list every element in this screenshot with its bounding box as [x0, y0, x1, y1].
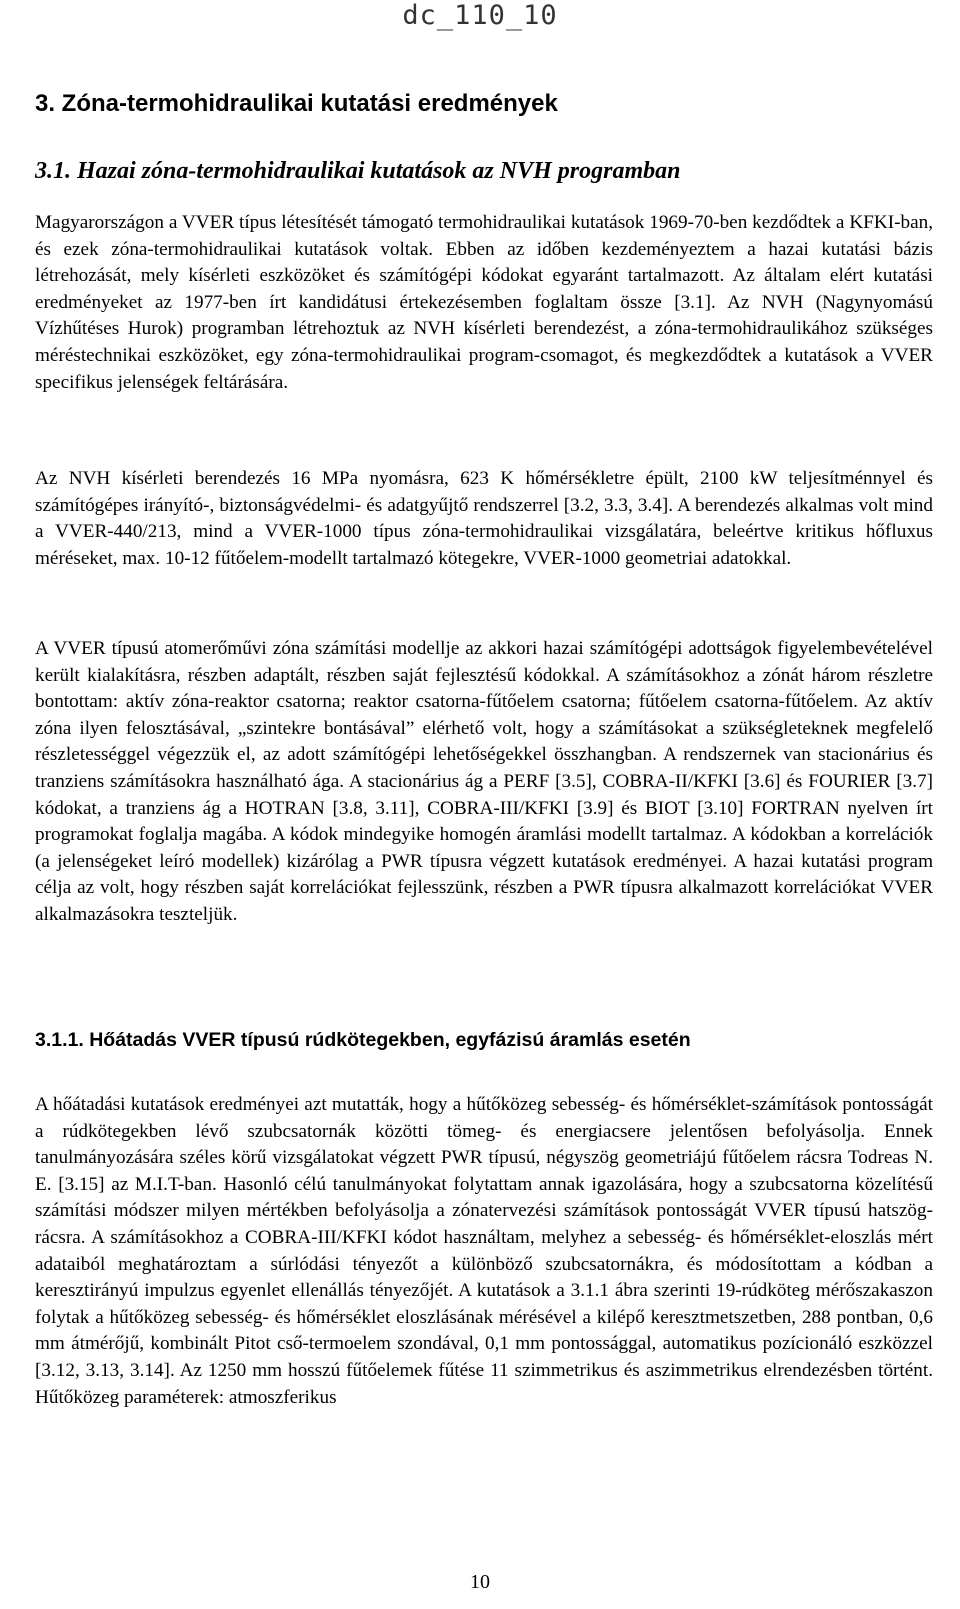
- subsection-heading: 3.1. Hazai zóna-termohidraulikai kutatások az NVH programban: [35, 158, 681, 184]
- paragraph-intro: Magyarországon a VVER típus létesítését támogató termohidraulikai kutatások 1969-70-ben kezdődtek a KFKI-ban, és ezek zóna-termohidraulikai kutatások voltak. Ebben az időben kezdeményeztem a hazai kutatási bázis létrehozását, mely kísérleti eszközöket és számítógépi kódokat egyaránt tartalmazott. Az általam elért kutatási eredményeket az 1977-ben írt kandidátusi értekezésemben foglaltam össze [3.1]. Az NVH (Nagynyomású Vízhűtéses Hurok) programban létrehoztuk az NVH kísérleti berendezést, a zóna-termohidraulikához szükséges méréstechnikai eszközöket, egy zóna-termohidraulikai program-csomagot, és megkezdődtek a kutatások a VVER specifikus jelenségek feltárására.: [35, 212, 933, 393]
- page-number: 10: [470, 1571, 490, 1593]
- document-id-header: dc_110_10: [402, 0, 558, 31]
- paragraph-heat-transfer: A hőátadási kutatások eredményei azt mutatták, hogy a hűtőközeg sebesség- és hőmérséklet-számítások pontosságát a rúdkötegekben lévő szubcsatornák közötti tömeg- és energiacsere jelentősen befolyásolja. Ennek tanulmányozására széles körű vizsgálatokat végzett PWR típusú, négyszög geometriájú fűtőelem rácsra Todreas N. E. [3.15] az M.I.T-ban. Hasonló célú tanulmányokat folytattam annak igazolására, hogy a szubcsatorna közelítésű számítási módszer milyen mértékben befolyásolja a zónatervezési számítások pontosságát VVER típusú hatszög-rácsra. A számításokhoz a COBRA-III/KFKI kódot használtam, melyhez a sebesség- és hőmérséklet-eloszlás mért adataiból meghatároztam a súrlódási tényezőt a különböző szubcsatornákra, és módosítottam a kódban a keresztirányú impulzus egyenlet ellenállás tényezőjét. A kutatások a 3.1.1 ábra szerinti 19-rúdköteg mérőszakaszon folytak a hűtőközeg sebesség- és hőmérséklet eloszlásának mérésével a kilépő keresztmetszetben, 288 pontban, 0,6 mm átmérőjű, kombinált Pitot cső-termoelem szondával, 0,1 mm pontossággal, automatikus pozícionáló eszközzel [3.12, 3.13, 3.14]. Az 1250 mm hosszú fűtőelemek fűtése 11 szimmetrikus és aszimmetrikus elrendezésben történt. Hűtőközeg paraméterek: atmoszferikus: [35, 1094, 933, 1408]
- paragraph-zone-model: A VVER típusú atomerőművi zóna számítási modellje az akkori hazai számítógépi adottságok figyelembevételével került kialakításra, részben adaptált, részben saját fejlesztésű kódokkal. A számításokhoz a zónát három részletre bontottam: aktív zóna-reaktor csatorna; reaktor csatorna-fűtőelem csatorna; fűtőelem csatorna-fűtőelem. Az aktív zóna ilyen felosztásával, „szintekre bontásával” elérhető volt, hogy a számításokat a szükségleteknek megfelelő részletességgel végezzük el, az adott számítógépi lehetőségekkel összhangban. A rendszernek van stacionárius és tranziens számításokra használható ága. A stacionárius ág a PERF [3.5], COBRA-II/KFKI [3.6] és FOURIER [3.7] kódokat, a tranziens ág a HOTRAN [3.8, 3.11], COBRA-III/KFKI [3.9] és BIOT [3.10] FORTRAN nyelven írt programokat foglalja magába. A kódok mindegyike homogén áramlási modellt tartalmaz. A kódokban a korrelációk (a jelenségeket leíró modellek) kizárólag a PWR típusra végzett kutatások eredményei. A hazai kutatási program célja az volt, hogy részben saját korrelációkat fejlesszünk, részben a PWR típusra alkalmazott korrelációkat VVER alkalmazásokra teszteljük.: [35, 638, 933, 925]
- section-heading: 3. Zóna-termohidraulikai kutatási eredmények: [35, 90, 558, 117]
- paragraph-nvh-facility: Az NVH kísérleti berendezés 16 MPa nyomásra, 623 K hőmérsékletre épült, 2100 kW teljesítménnyel és számítógépes irányító-, biztonságvédelmi- és adatgyűjtő rendszerrel [3.2, 3.3, 3.4]. A berendezés alkalmas volt mind a VVER-440/213, mind a VVER-1000 típus zóna-termohidraulikai vizsgálatára, beleértve kritikus hőfluxus méréseket, max. 10-12 fűtőelem-modellt tartalmazó kötegekre, VVER-1000 geometriai adatokkal.: [35, 468, 933, 569]
- subsubsection-heading: 3.1.1. Hőátadás VVER típusú rúdkötegekben, egyfázisú áramlás esetén: [35, 1029, 691, 1051]
